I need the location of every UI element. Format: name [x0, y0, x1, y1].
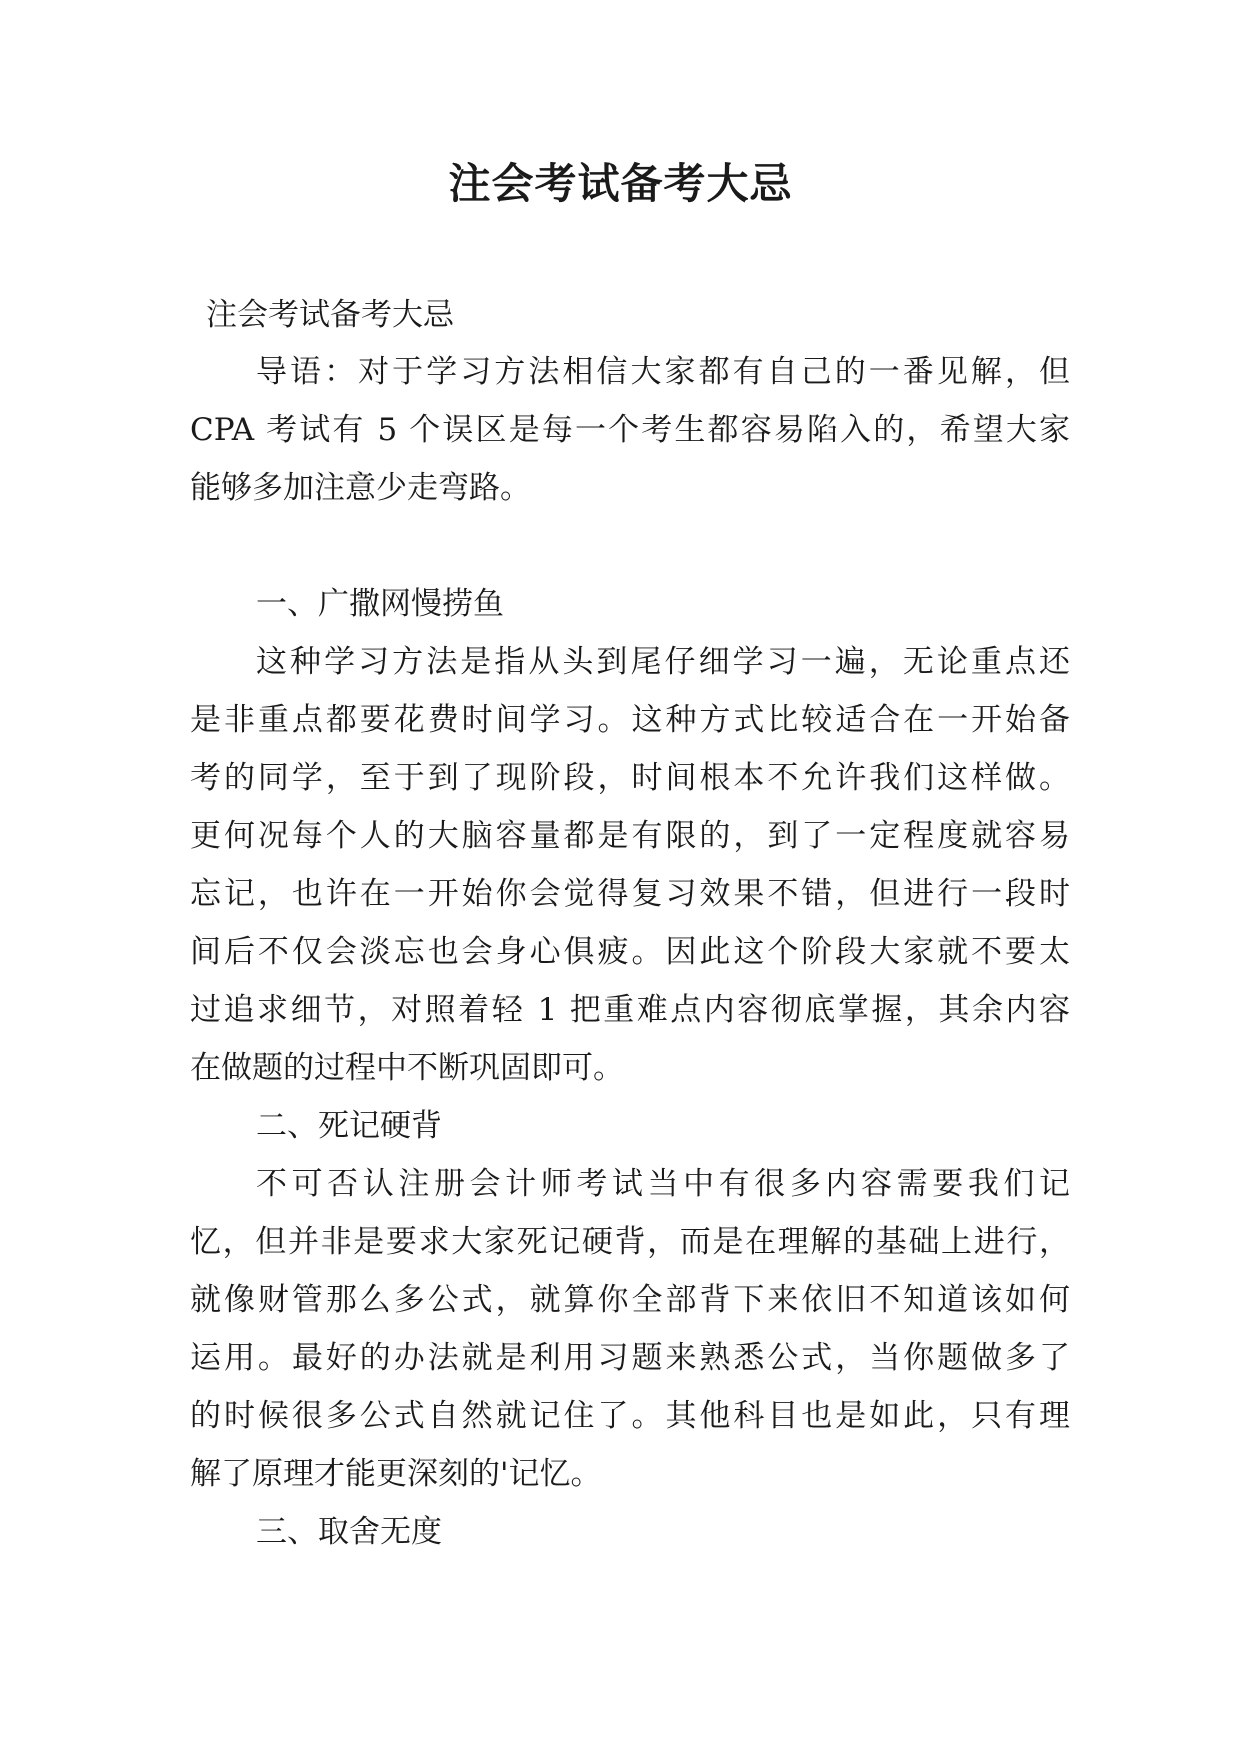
section-2-heading: 二、死记硬背: [256, 1108, 442, 1144]
section-1-line-8: 在做题的过程中不断巩固即可。: [190, 1050, 624, 1086]
section-1-line-1: 这种学习方法是指从头到尾仔细学习一遍，无论重点还: [256, 644, 1070, 680]
section-1-line-3: 考的同学，至于到了现阶段，时间根本不允许我们这样做。: [190, 760, 1070, 796]
section-1-line-2: 是非重点都要花费时间学习。这种方式比较适合在一开始备: [190, 702, 1070, 738]
section-2-line-2: 忆，但并非是要求大家死记硬背，而是在理解的基础上进行，: [190, 1224, 1070, 1260]
section-1-line-4: 更何况每个人的大脑容量都是有限的，到了一定程度就容易: [190, 818, 1070, 854]
section-1-heading: 一、广撒网慢捞鱼: [256, 586, 504, 622]
section-2-line-6: 解了原理才能更深刻的'记忆。: [190, 1456, 602, 1492]
intro-line-1: 导语：对于学习方法相信大家都有自己的一番见解，但: [256, 354, 1070, 390]
document-title: 注会考试备考大忌: [448, 159, 793, 208]
section-2-line-5: 的时候很多公式自然就记住了。其他科目也是如此，只有理: [190, 1398, 1070, 1434]
intro-line-3: 能够多加注意少走弯路。: [190, 470, 531, 506]
document-subtitle: 注会考试备考大忌: [206, 297, 454, 333]
section-2-line-3: 就像财管那么多公式，就算你全部背下来依旧不知道该如何: [190, 1282, 1070, 1318]
section-1-line-7: 过追求细节，对照着轻 1 把重难点内容彻底掌握，其余内容: [190, 992, 1070, 1028]
section-2-line-4: 运用。最好的办法就是利用习题来熟悉公式，当你题做多了: [190, 1340, 1070, 1376]
intro-line-2: CPA 考试有 5 个误区是每一个考生都容易陷入的，希望大家: [190, 412, 1070, 448]
section-1-line-5: 忘记，也许在一开始你会觉得复习效果不错，但进行一段时: [190, 876, 1070, 912]
section-1-line-6: 间后不仅会淡忘也会身心俱疲。因此这个阶段大家就不要太: [190, 934, 1070, 970]
section-2-line-1: 不可否认注册会计师考试当中有很多内容需要我们记: [256, 1166, 1070, 1202]
section-3-heading: 三、取舍无度: [256, 1514, 442, 1550]
